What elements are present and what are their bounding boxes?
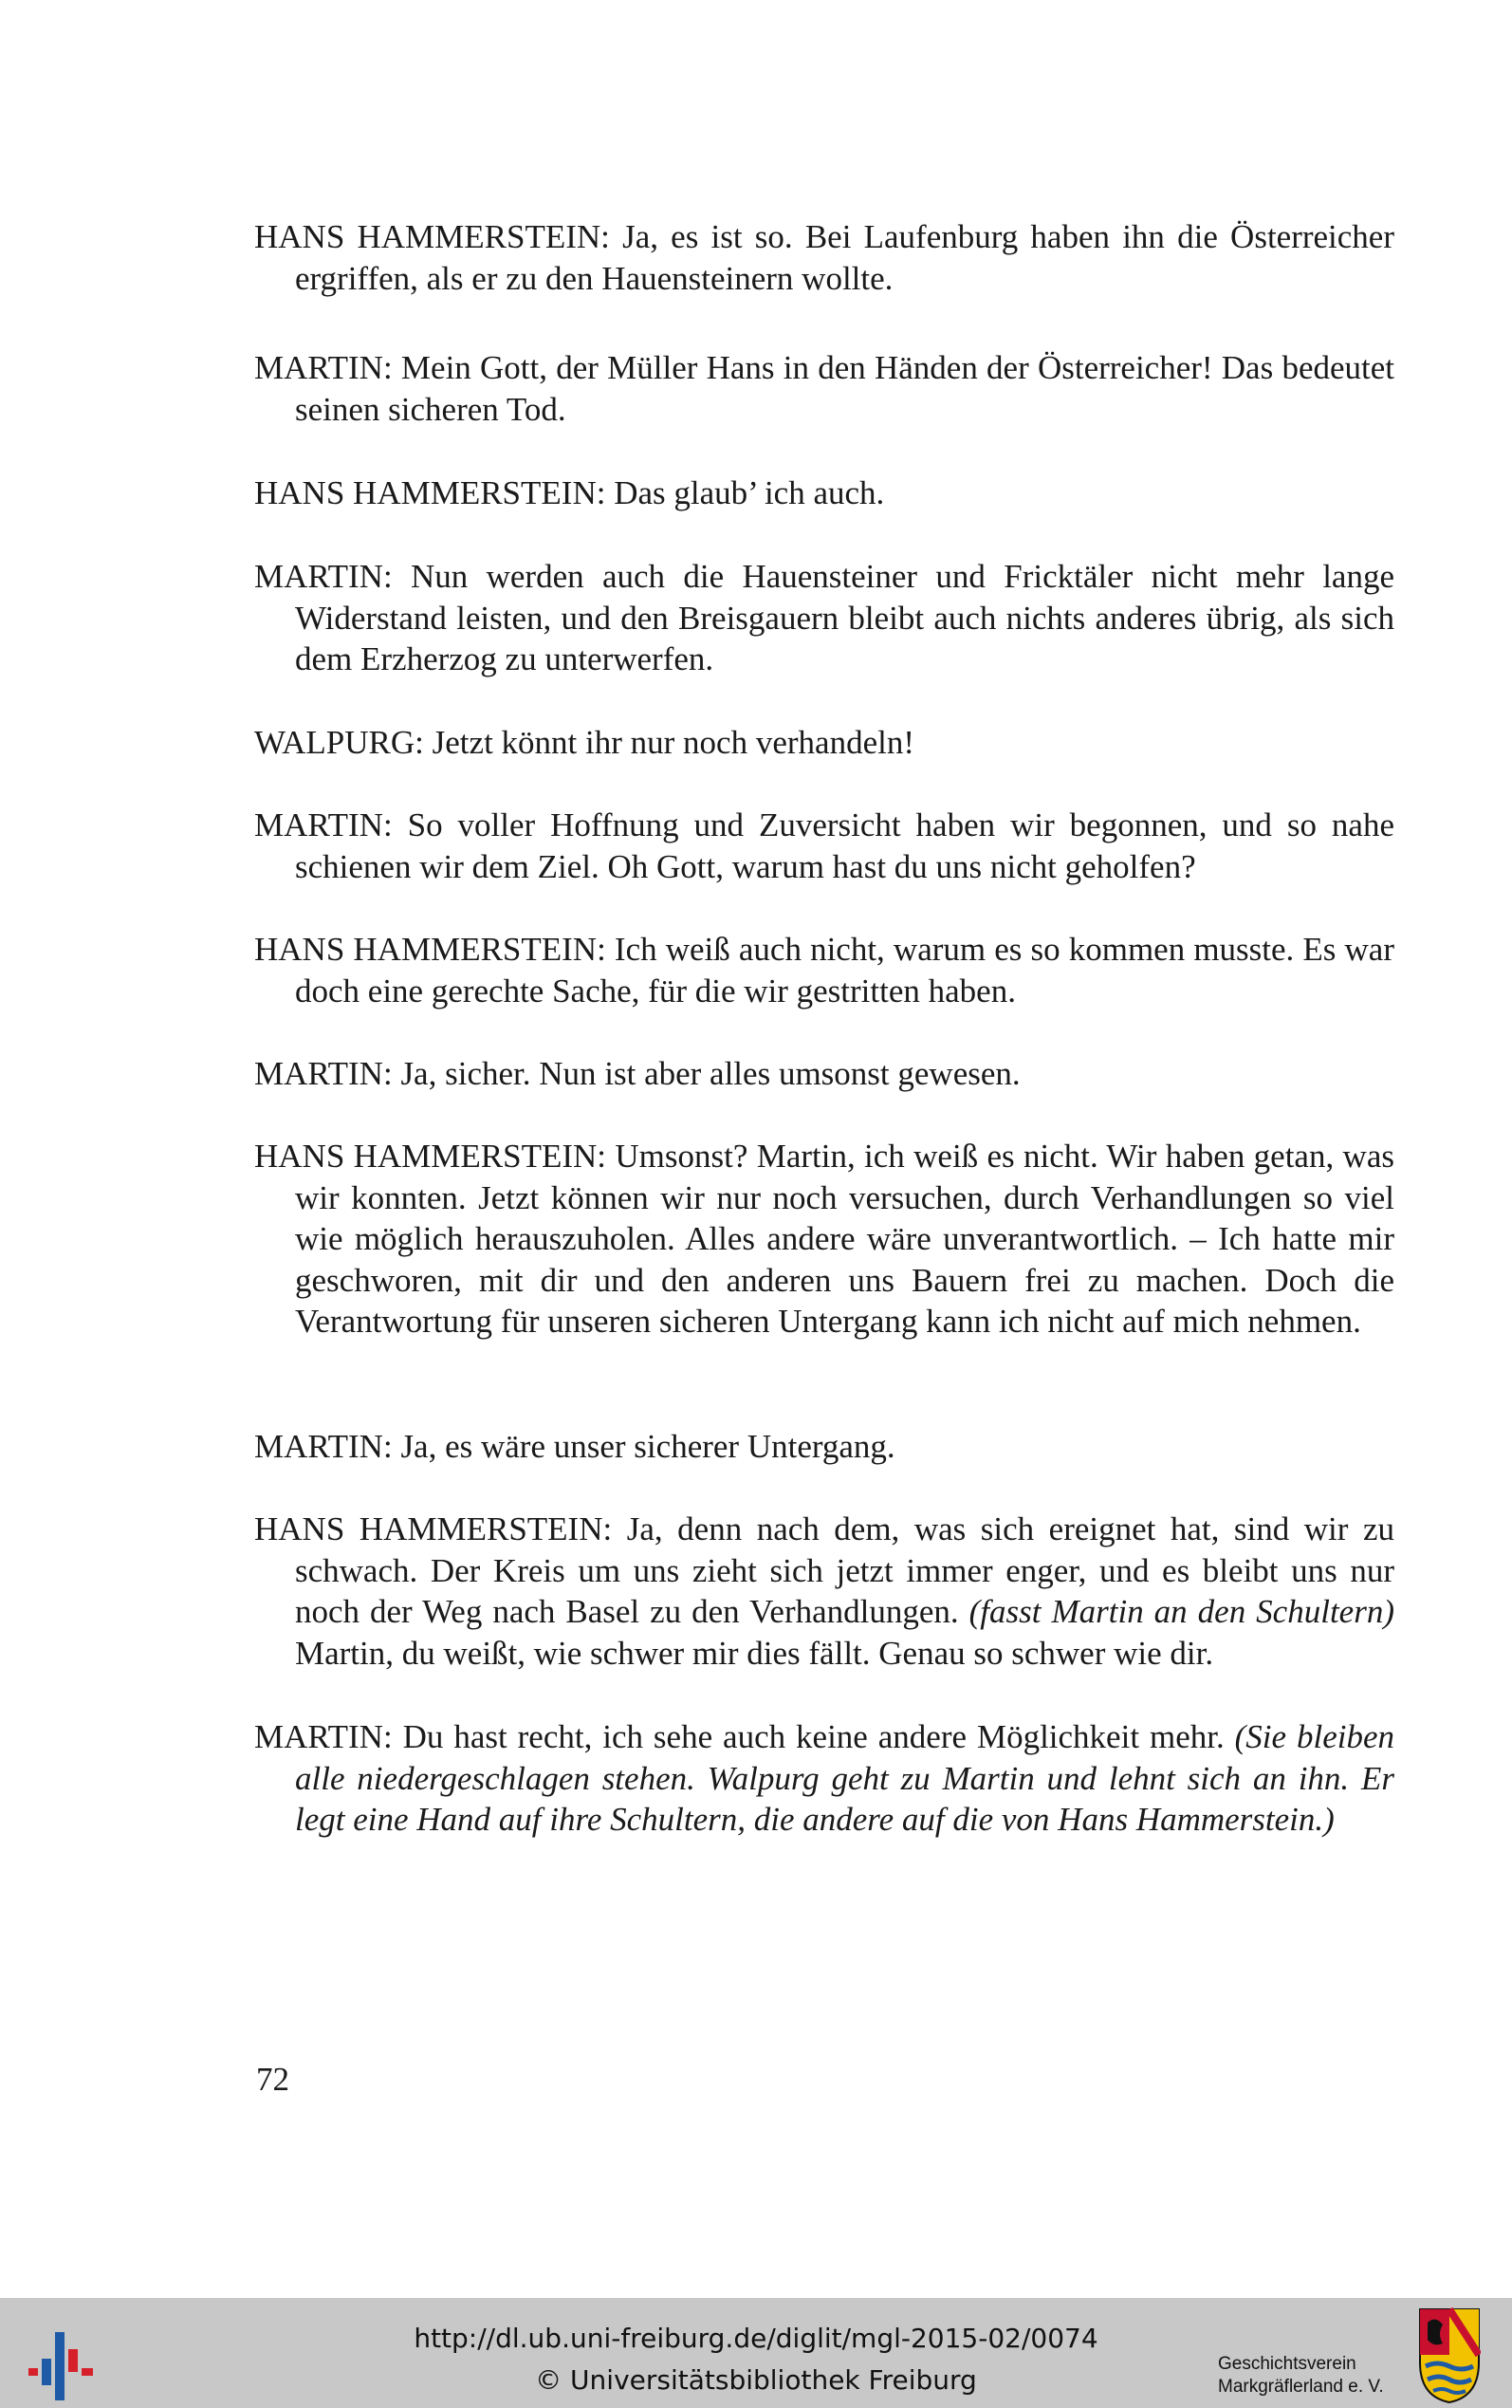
speech-2 xyxy=(254,347,1394,430)
speech-4 xyxy=(254,556,1394,680)
speaker-name: HANS HAMMERSTEIN: xyxy=(254,931,606,968)
speech-6 xyxy=(254,805,1394,887)
speaker-name: HANS HAMMERSTEIN: xyxy=(254,218,610,255)
speaker-name: MARTIN: xyxy=(254,806,393,843)
footer-bar xyxy=(0,2298,1512,2408)
speech-7 xyxy=(254,929,1394,1011)
speech-1 xyxy=(254,216,1394,299)
speech-text: Ja, es ist so. Bei Laufenburg haben ihn die Österreicher ergriffen, als er zu den Hauensteinern wollte. xyxy=(295,218,1394,297)
stage-direction: (Sie bleiben alle niedergeschlagen stehen. Walpurg geht zu Martin und lehnt sich an ihn. Er legt eine Hand auf ihre Schultern, die andere auf die von Hans Hammerstein.) xyxy=(295,1718,1394,1838)
speaker-name: HANS HAMMERSTEIN: xyxy=(254,474,606,511)
society-name-line2: Markgräflerland e. V. xyxy=(1218,2377,1384,2397)
speech-10 xyxy=(254,1426,1394,1468)
speech-8 xyxy=(254,1053,1394,1095)
speech-12 xyxy=(254,1716,1394,1841)
speech-9 xyxy=(254,1136,1394,1343)
speaker-name: MARTIN: xyxy=(254,349,393,386)
speech-text-continued: Martin, du weißt, wie schwer mir dies fällt. Genau so schwer wie dir. xyxy=(295,1634,1214,1672)
speech-text: So voller Hoffnung und Zuversicht haben wir begonnen, und so nahe schienen wir dem Ziel. Oh Gott, warum hast du uns nicht geholfen? xyxy=(295,806,1394,885)
speaker-name: HANS HAMMERSTEIN: xyxy=(254,1138,607,1175)
speech-text: Ja, denn nach dem, was sich ereignet hat, sind wir zu schwach. Der Kreis um uns zieht sich jetzt immer enger, und es bleibt uns nur noch der Weg nach Basel zu den Verhandlungen. xyxy=(295,1510,1394,1630)
speech-text: Nun werden auch die Hauensteiner und Fricktäler nicht mehr lange Widerstand leisten, und den Breisgauern bleibt auch nichts anderes übrig, als sich dem Erzherzog zu unterwerfen. xyxy=(295,558,1394,677)
footer-url-link[interactable]: http://dl.ub.uni-freiburg.de/diglit/mgl-2015-02/0074 xyxy=(414,2323,1098,2354)
speech-text: Umsonst? Martin, ich weiß es nicht. Wir haben getan, was wir konnten. Jetzt können wir nur noch versuchen, durch Verhandlungen so viel wie möglich herauszuholen. Alles andere wäre unverantwortlich. – Ich hatte mir geschworen, mit dir und den anderen uns Bauern frei zu machen. Doch die Verantwortung für unseren sicheren Untergang kann ich nicht auf mich nehmen. xyxy=(295,1138,1394,1340)
speaker-name: MARTIN: xyxy=(254,1428,393,1465)
society-name-line1: Geschichtsverein xyxy=(1218,2354,1356,2374)
society-name xyxy=(1218,2353,1384,2399)
speaker-name: MARTIN: xyxy=(254,1055,393,1092)
speech-11 xyxy=(254,1509,1394,1674)
speaker-name: WALPURG: xyxy=(254,724,424,761)
speaker-name: MARTIN: xyxy=(254,1718,393,1755)
speech-text: Jetzt könnt ihr nur noch verhandeln! xyxy=(423,724,914,761)
speech-text: Das glaub’ ich auch. xyxy=(605,474,885,511)
speech-text: Du hast recht, ich sehe auch keine andere Möglichkeit mehr. xyxy=(392,1718,1235,1755)
speech-text: Mein Gott, der Müller Hans in den Händen der Österreicher! Das bedeutet seinen sicheren Tod. xyxy=(295,349,1394,428)
speaker-name: MARTIN: xyxy=(254,558,393,595)
speech-text: Ja, es wäre unser sicherer Untergang. xyxy=(392,1428,895,1465)
speech-text: Ich weiß auch nicht, warum es so kommen musste. Es war doch eine gerechte Sache, für die wir gestritten haben. xyxy=(295,931,1394,1010)
speech-5 xyxy=(254,722,1394,764)
page-number: 72 xyxy=(256,2061,289,2098)
speaker-name: HANS HAMMERSTEIN: xyxy=(254,1510,613,1547)
stage-direction: (fasst Martin an den Schultern) xyxy=(968,1593,1394,1630)
speech-text: Ja, sicher. Nun ist aber alles umsonst gewesen. xyxy=(392,1055,1021,1092)
footer-copyright: © Universitätsbibliothek Freiburg xyxy=(535,2364,977,2396)
coat-of-arms-icon xyxy=(1418,2306,1481,2404)
speech-3 xyxy=(254,472,1394,514)
